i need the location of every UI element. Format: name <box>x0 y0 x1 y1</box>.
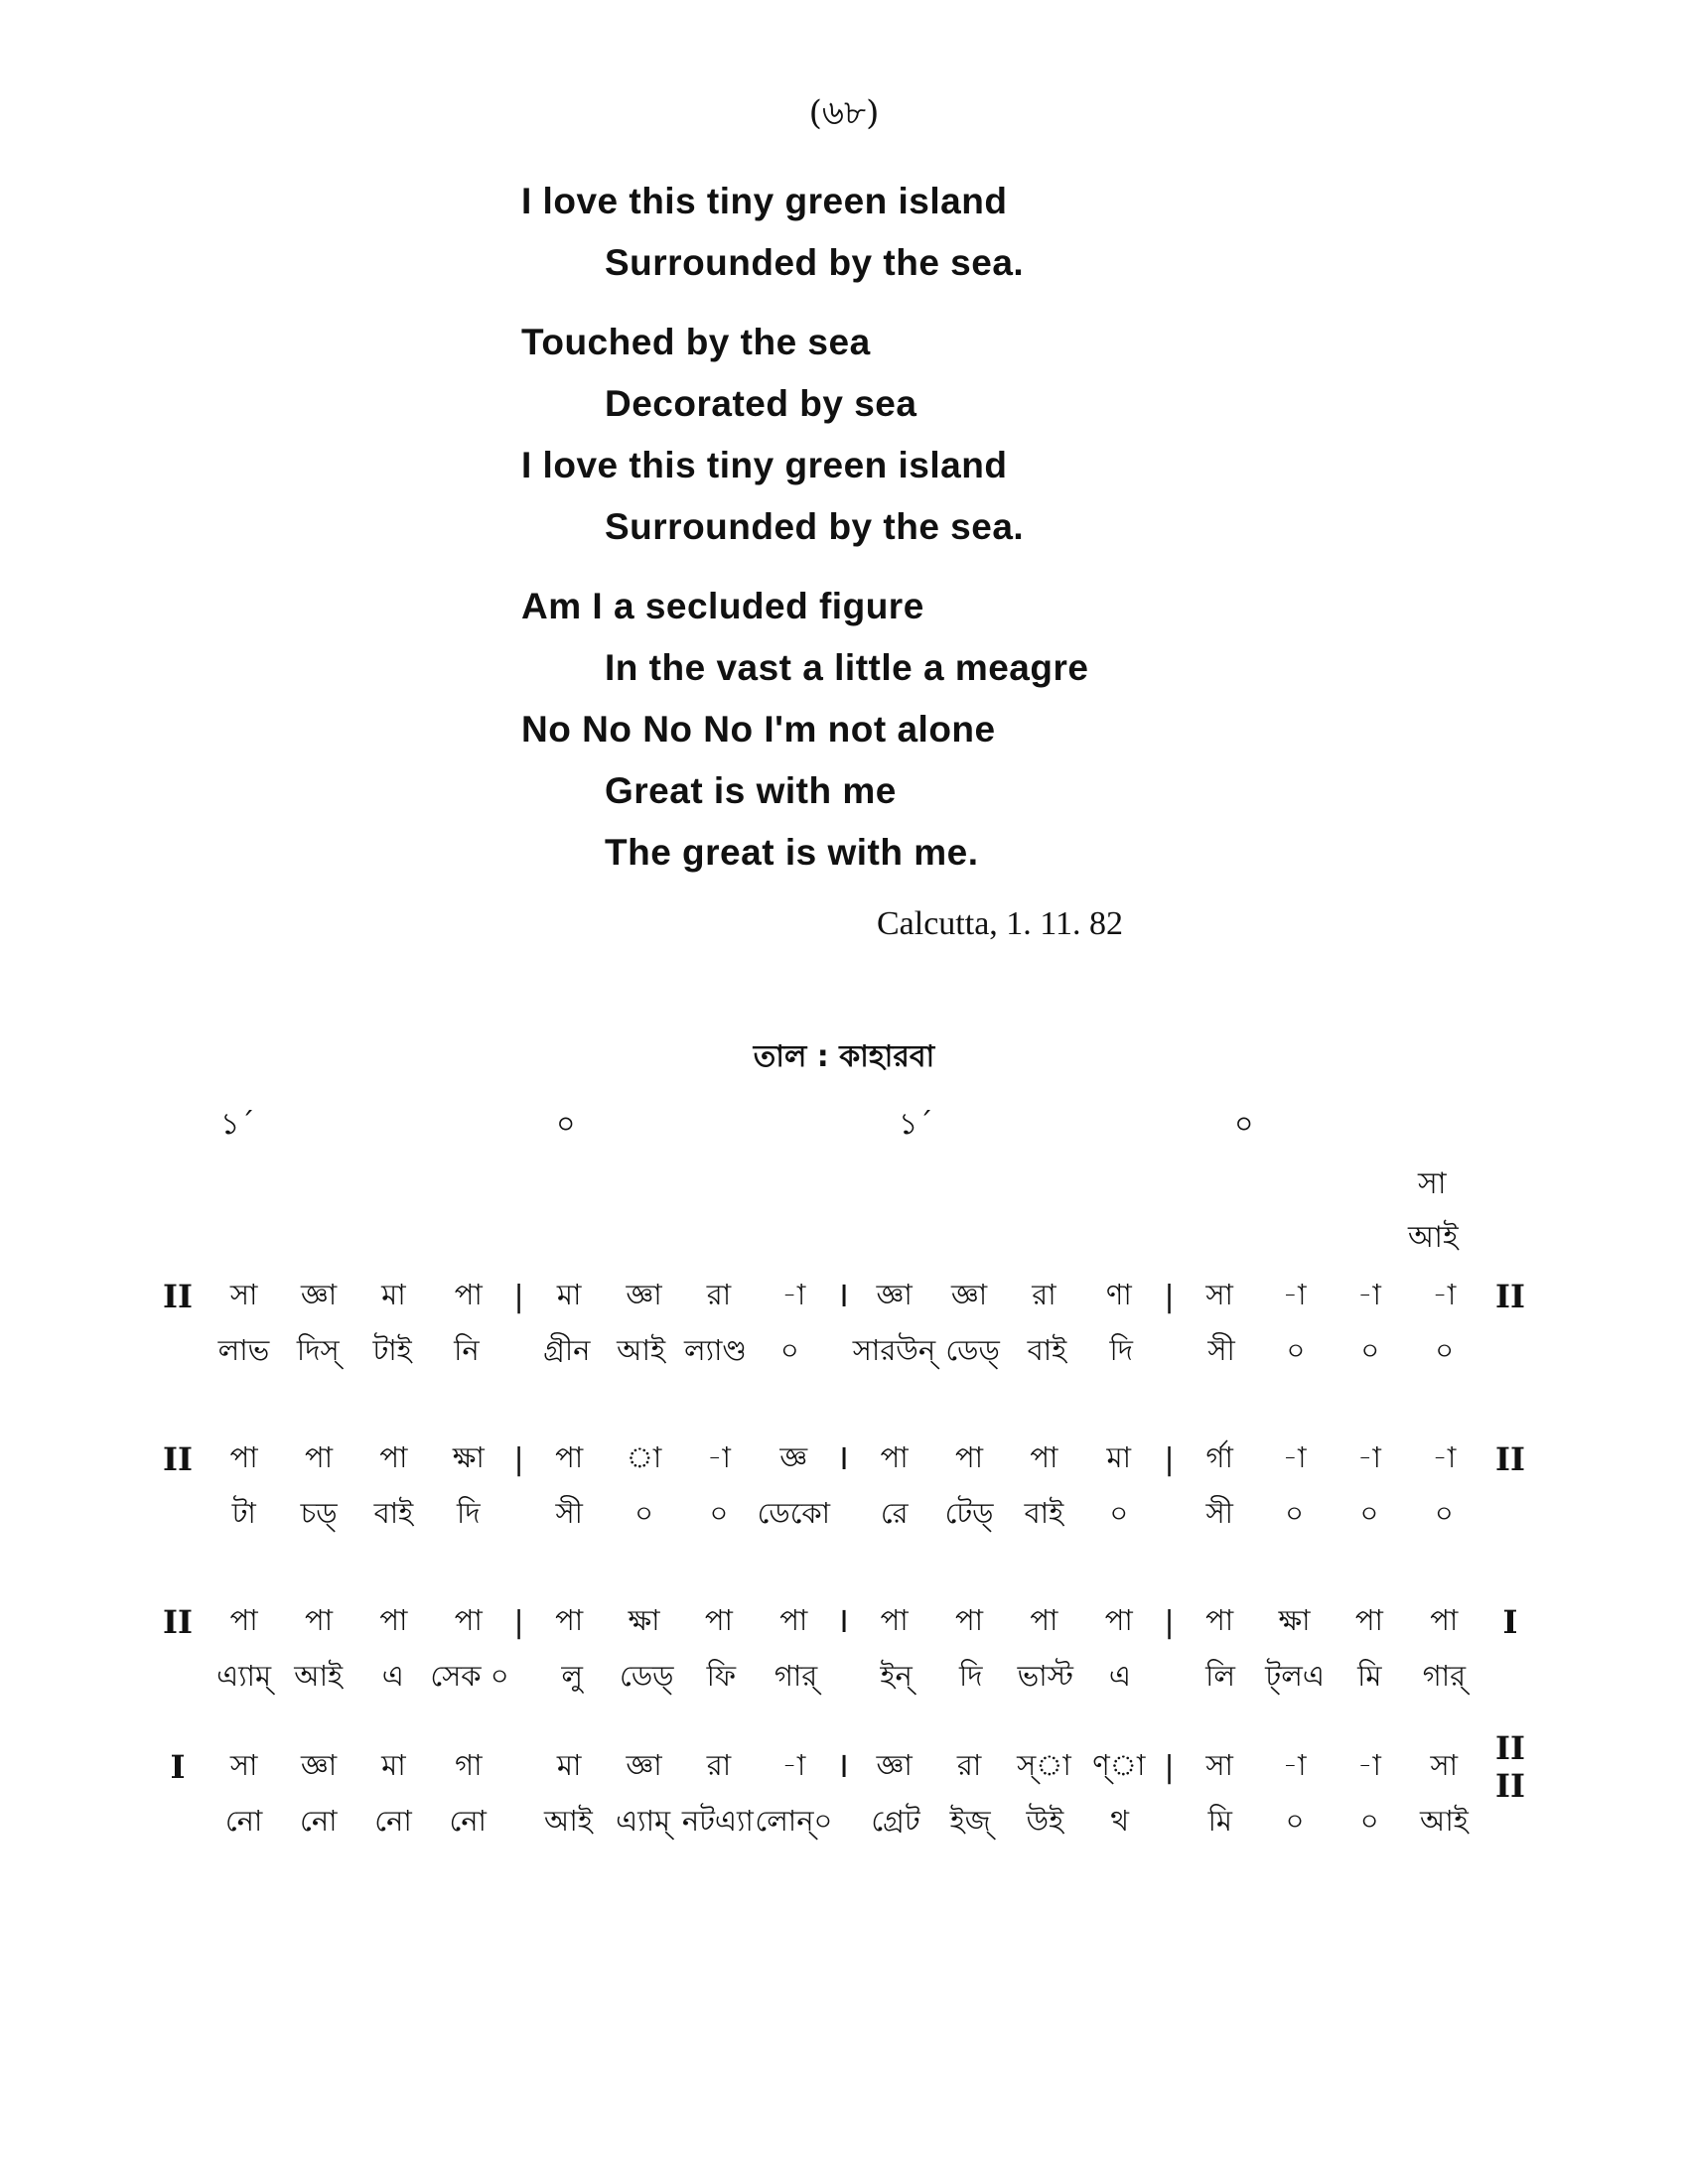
lyric-syllable: সেক ০ <box>430 1658 509 1693</box>
notation-line-3 <box>149 1594 1539 1706</box>
lyric-syllable: লি <box>1205 1658 1235 1693</box>
note: পা <box>779 1602 808 1637</box>
poem-line: I love this tiny green island <box>521 445 1008 485</box>
lyric-syllable: ০ <box>1359 1803 1379 1838</box>
lyric-syllable: লাভ <box>217 1332 270 1367</box>
lyric-syllable: এ <box>381 1658 404 1693</box>
lyric-syllable: সী <box>1207 1332 1235 1367</box>
lyric-syllable: আই <box>294 1658 344 1693</box>
lyric-syllable: ০ <box>634 1495 653 1530</box>
lyric-syllable: দি <box>1109 1332 1134 1367</box>
lyric-syllable: রে <box>880 1495 909 1530</box>
lyric-syllable: টা <box>231 1495 256 1530</box>
note: রা <box>706 1747 732 1782</box>
note: পা <box>379 1439 408 1474</box>
poem-line: The great is with me. <box>605 832 979 873</box>
lyric-syllable: ডেড্ <box>620 1658 674 1693</box>
beat-marker-3: ১´ <box>899 1107 933 1142</box>
poem-line: Touched by the sea <box>521 322 871 362</box>
note: পা <box>955 1602 984 1637</box>
note: জ্ঞ <box>779 1439 808 1474</box>
note: ক্ষা <box>452 1439 485 1474</box>
lyric-syllable: ০ <box>1434 1495 1454 1530</box>
tala-heading: তাল : কাহারবা <box>753 1039 935 1074</box>
note: -া <box>707 1439 731 1474</box>
measure-separator: | <box>1164 1604 1175 1640</box>
note: -া <box>1282 1277 1307 1311</box>
lyric-syllable: আই <box>1419 1803 1469 1838</box>
lyric-syllable: এ <box>1108 1658 1131 1693</box>
note: রা <box>956 1747 982 1782</box>
start-barline: II <box>163 1603 193 1641</box>
measure-separator: I <box>839 1749 849 1785</box>
lyric-syllable: আই <box>617 1332 666 1367</box>
note: -া <box>1432 1277 1457 1311</box>
note: জ্ঞা <box>300 1277 338 1311</box>
lyric-syllable: সী <box>1205 1495 1233 1530</box>
note: পা <box>454 1277 483 1311</box>
note: -া <box>1357 1277 1381 1311</box>
note: মা <box>381 1747 406 1782</box>
note: সা <box>1430 1747 1459 1782</box>
note: -া <box>1282 1439 1307 1474</box>
lyric-syllable: ফি <box>706 1658 737 1693</box>
poem-line: I love this tiny green island <box>521 181 1008 221</box>
note: জ্ঞা <box>950 1277 988 1311</box>
beat-marker-2: ০ <box>556 1107 576 1142</box>
pickup-lyric: আই <box>1408 1220 1459 1255</box>
notation-line-4 <box>149 1729 1539 1850</box>
measure-separator: | <box>1164 1441 1175 1477</box>
lyric-syllable: নো <box>224 1803 263 1838</box>
lyric-syllable: ডেকো <box>757 1495 831 1530</box>
lyric-syllable: নো <box>374 1803 412 1838</box>
note: -া <box>1282 1747 1307 1782</box>
lyric-syllable: দি <box>457 1495 481 1530</box>
note: র্গা <box>1205 1439 1233 1474</box>
notation-line-1 <box>149 1269 1539 1380</box>
end-barline: II <box>1495 1278 1525 1315</box>
note: পা <box>555 1439 584 1474</box>
lyric-syllable: বাই <box>1024 1495 1064 1530</box>
lyric-syllable: লু <box>561 1658 583 1693</box>
note: মা <box>556 1277 582 1311</box>
lyric-syllable: দিস্ <box>296 1332 340 1367</box>
lyric-syllable: ভাস্ট <box>1017 1658 1073 1693</box>
lyric-syllable: ০ <box>1285 1495 1304 1530</box>
pickup-note: সা <box>1418 1166 1447 1201</box>
lyric-syllable: ডেড্ <box>945 1332 1000 1367</box>
lyric-syllable: সারউন্ <box>852 1332 936 1367</box>
measure-separator: | <box>513 1604 524 1640</box>
lyric-syllable: নটএ্যা <box>681 1803 754 1838</box>
note: জ্ঞা <box>876 1277 913 1311</box>
poem-line: No No No No I'm not alone <box>521 709 996 750</box>
lyric-syllable: দি <box>958 1658 983 1693</box>
note: জ্ঞা <box>626 1277 662 1311</box>
notation-lyric-row <box>149 1650 1539 1706</box>
lyric-syllable: টাই <box>372 1332 412 1367</box>
end-barline: II <box>1495 1440 1525 1478</box>
lyric-syllable: ০ <box>1286 1332 1306 1367</box>
note: গা <box>455 1747 483 1782</box>
poem-line: Decorated by sea <box>605 383 917 424</box>
note: ণ্া <box>1092 1747 1146 1782</box>
lyric-syllable: সী <box>555 1495 583 1530</box>
notation-note-row <box>149 1432 1539 1487</box>
lyric-syllable: নি <box>454 1332 480 1367</box>
note: স্া <box>1017 1747 1071 1782</box>
note: ক্ষা <box>628 1602 660 1637</box>
note: পা <box>454 1602 483 1637</box>
note: পা <box>555 1602 584 1637</box>
note: জ্ঞা <box>876 1747 913 1782</box>
beat-marker-4: ০ <box>1234 1107 1254 1142</box>
lyric-syllable: নো <box>300 1803 338 1838</box>
note: -া <box>781 1277 806 1311</box>
notation-lyric-row <box>149 1324 1539 1380</box>
measure-separator: I <box>839 1604 849 1640</box>
poem <box>521 171 1088 901</box>
lyric-syllable: লোন্০ <box>755 1803 833 1838</box>
measure-separator: | <box>513 1441 524 1477</box>
note: পা <box>305 1439 334 1474</box>
note: -া <box>1357 1747 1381 1782</box>
lyric-syllable: চড্ <box>300 1495 338 1530</box>
poem-line: In the vast a little a meagre <box>605 647 1089 688</box>
lyric-syllable: ০ <box>1359 1495 1379 1530</box>
note: -া <box>781 1747 806 1782</box>
note: ণা <box>1105 1277 1132 1311</box>
notation-lyric-row <box>149 1487 1539 1543</box>
note: পা <box>1104 1602 1133 1637</box>
note: পা <box>379 1602 408 1637</box>
lyric-syllable: এ্যাম্ <box>616 1803 671 1838</box>
note: রা <box>1032 1277 1056 1311</box>
note: সা <box>1205 1277 1233 1311</box>
lyric-syllable: ০ <box>1285 1803 1305 1838</box>
lyric-syllable: গার্ <box>1422 1658 1467 1693</box>
note: জ্ঞা <box>626 1747 662 1782</box>
notation-note-row <box>149 1729 1539 1805</box>
notation-note-row <box>149 1594 1539 1650</box>
measure-separator: | <box>513 1279 524 1314</box>
lyric-syllable: ০ <box>1109 1495 1129 1530</box>
note: পা <box>1030 1439 1058 1474</box>
poem-line: Surrounded by the sea. <box>605 242 1025 283</box>
note: রা <box>706 1277 732 1311</box>
measure-separator: | <box>1164 1279 1175 1314</box>
lyric-syllable: গ্রেট <box>871 1803 920 1838</box>
stanza <box>521 576 1088 884</box>
note: ক্ষা <box>1278 1602 1311 1637</box>
note: পা <box>1430 1602 1459 1637</box>
note: মা <box>381 1277 406 1311</box>
note: সা <box>229 1277 258 1311</box>
measure-separator: I <box>839 1279 849 1314</box>
note: পা <box>880 1602 909 1637</box>
lyric-syllable: ইন্ <box>880 1658 913 1693</box>
note: পা <box>1030 1602 1058 1637</box>
poem-line: Surrounded by the sea. <box>605 506 1025 547</box>
stanza <box>521 312 1088 558</box>
note: সা <box>1205 1747 1233 1782</box>
lyric-syllable: বাই <box>373 1495 414 1530</box>
note: জ্ঞা <box>300 1747 338 1782</box>
start-barline: II <box>163 1440 193 1478</box>
note: সা <box>229 1747 258 1782</box>
place-date: Calcutta, 1. 11. 82 <box>877 905 1124 942</box>
notation-line-2 <box>149 1432 1539 1543</box>
lyric-syllable: মি <box>1207 1803 1232 1838</box>
lyric-syllable: এ্যাম্ <box>216 1658 272 1693</box>
notation-lyric-row <box>149 1795 1539 1850</box>
lyric-syllable: ইজ্ <box>949 1803 991 1838</box>
poem-line: Am I a secluded figure <box>521 586 924 626</box>
note: পা <box>880 1439 909 1474</box>
lyric-syllable: ল্যাণ্ড <box>683 1332 747 1367</box>
lyric-syllable: থ <box>1110 1803 1129 1838</box>
note: া <box>626 1439 662 1474</box>
note: মা <box>1106 1439 1132 1474</box>
lyric-syllable: ০ <box>709 1495 729 1530</box>
lyric-syllable: উই <box>1026 1803 1064 1838</box>
end-barline: II II <box>1495 1729 1525 1805</box>
lyric-syllable: গার্ <box>774 1658 818 1693</box>
lyric-syllable: নো <box>449 1803 487 1838</box>
page-number: (৬৮) <box>808 93 880 133</box>
measure-separator: | <box>1164 1749 1175 1785</box>
note: -া <box>1432 1439 1457 1474</box>
lyric-syllable: আই <box>543 1803 593 1838</box>
lyric-syllable: বাই <box>1027 1332 1067 1367</box>
note: পা <box>229 1439 258 1474</box>
start-barline: I <box>170 1748 186 1786</box>
note: পা <box>1354 1602 1383 1637</box>
stanza <box>521 171 1088 294</box>
notation-note-row <box>149 1269 1539 1324</box>
start-barline: II <box>163 1278 193 1315</box>
measure-separator: I <box>839 1441 849 1477</box>
end-barline: I <box>1502 1603 1518 1641</box>
lyric-syllable: মি <box>1357 1658 1382 1693</box>
note: পা <box>704 1602 733 1637</box>
beat-marker-1: ১´ <box>220 1107 255 1142</box>
note: মা <box>556 1747 582 1782</box>
note: পা <box>305 1602 334 1637</box>
note: -া <box>1357 1439 1381 1474</box>
note: পা <box>229 1602 258 1637</box>
lyric-syllable: ০ <box>1360 1332 1380 1367</box>
note: পা <box>955 1439 984 1474</box>
note: পা <box>1205 1602 1234 1637</box>
poem-line: Great is with me <box>605 770 897 811</box>
lyric-syllable: টেড্ <box>944 1495 994 1530</box>
lyric-syllable: ট্লএ <box>1265 1658 1325 1693</box>
lyric-syllable: গ্রীন <box>543 1332 591 1367</box>
lyric-syllable: ০ <box>779 1332 799 1367</box>
lyric-syllable: ০ <box>1435 1332 1455 1367</box>
